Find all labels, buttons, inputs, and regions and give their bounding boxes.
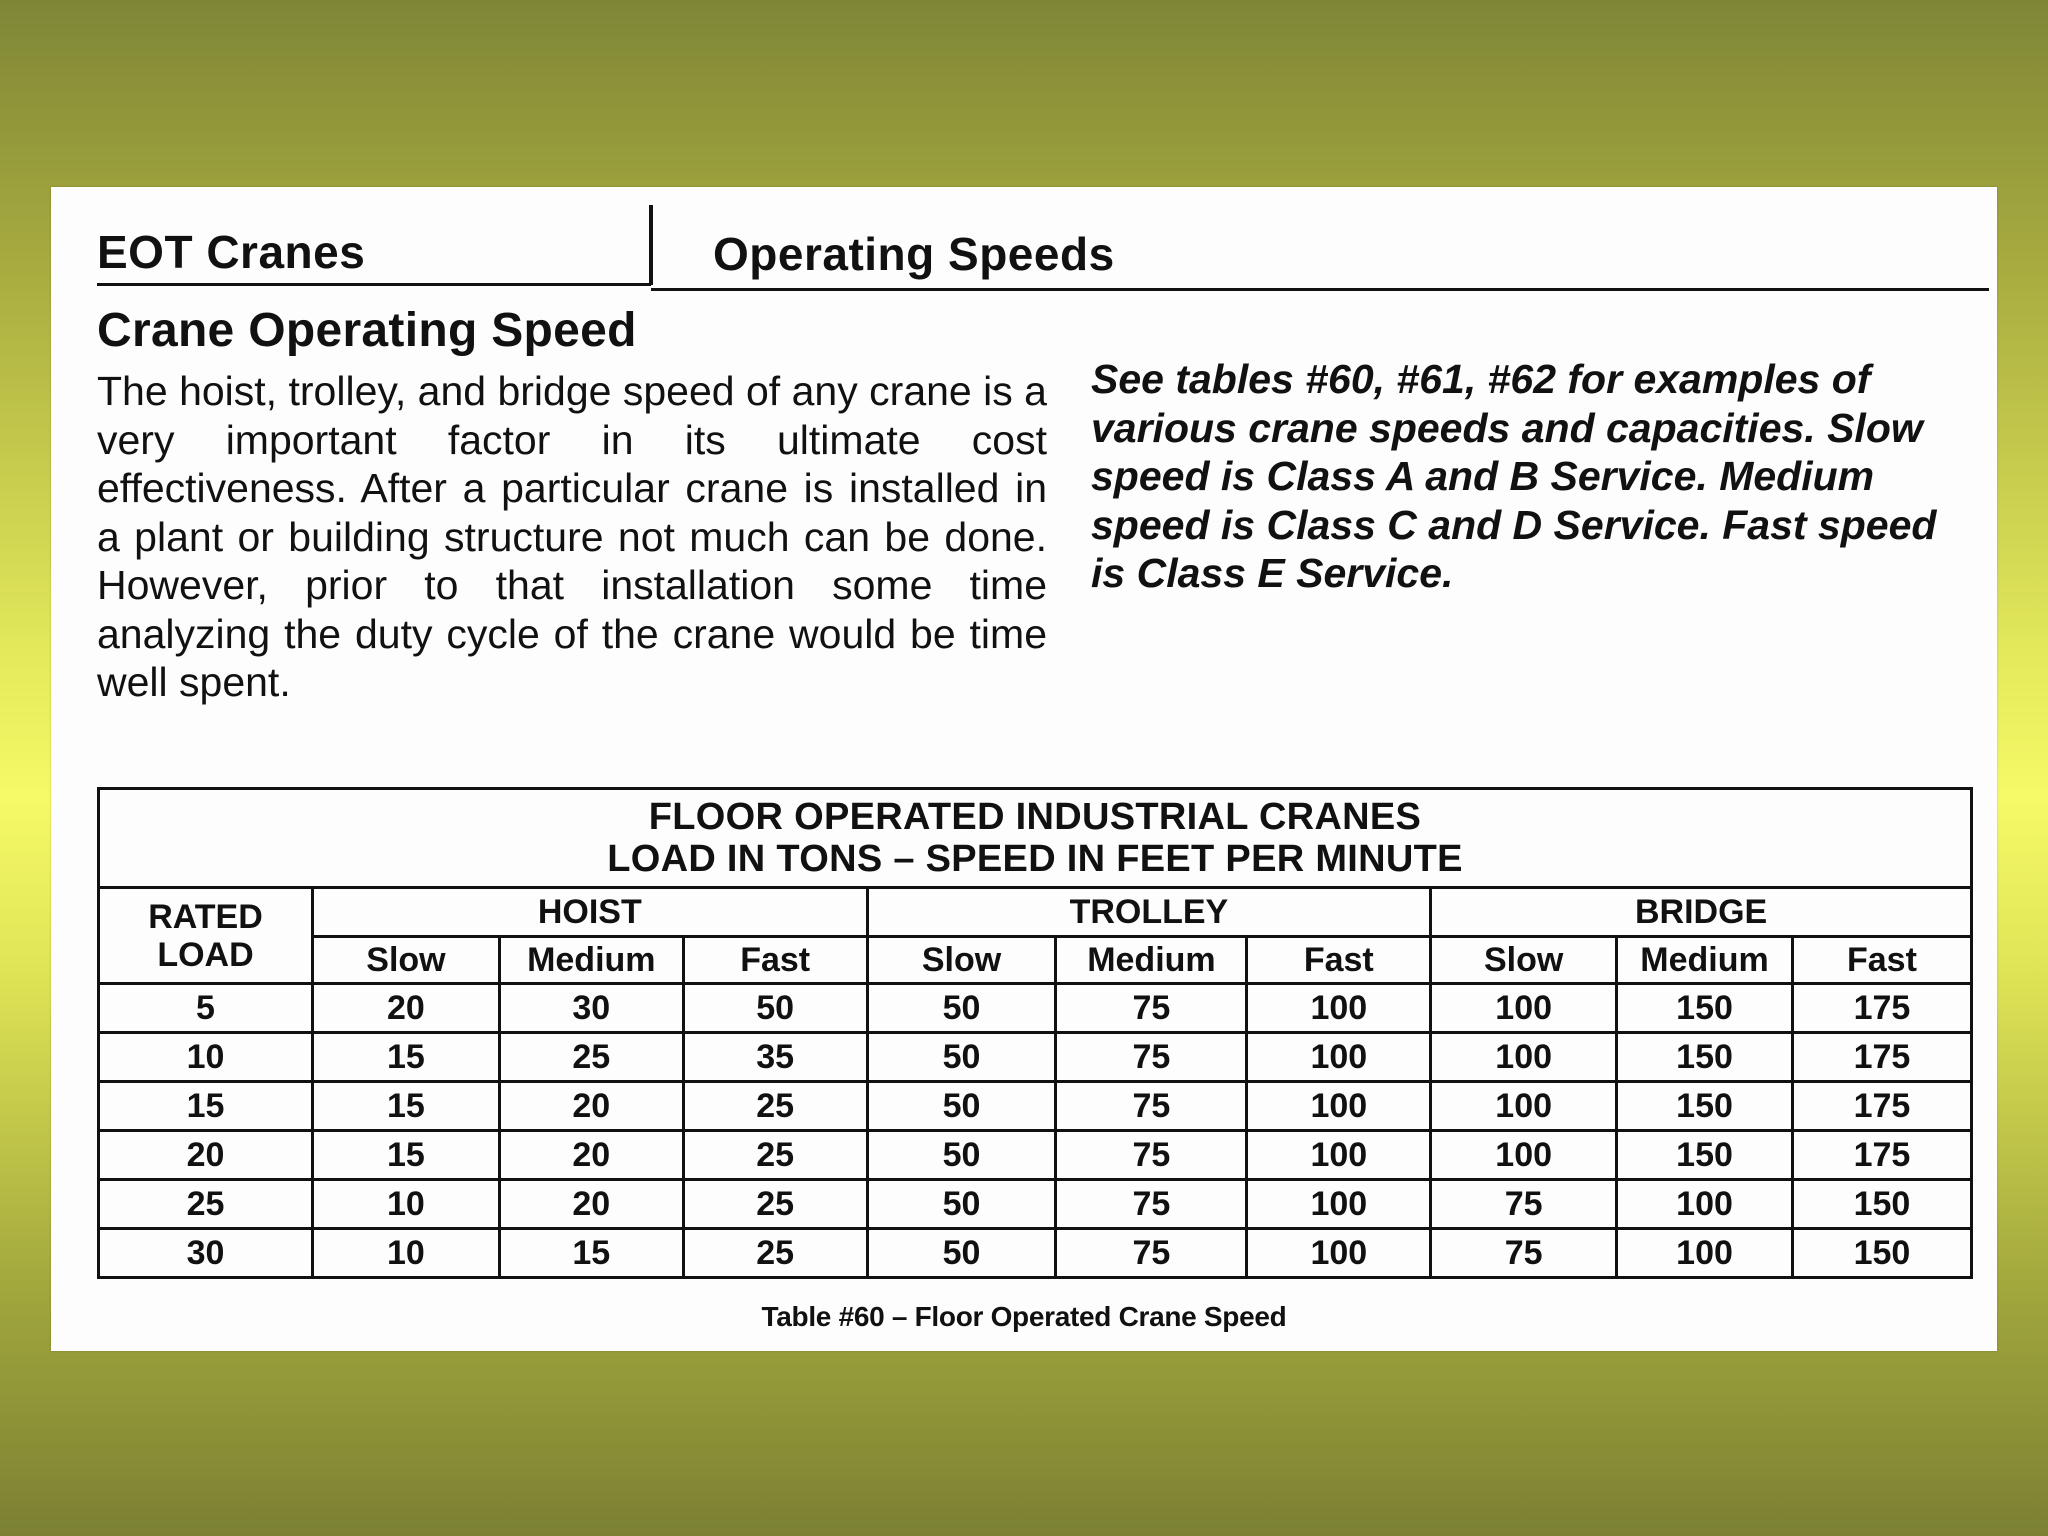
cell-trolley-medium: 75 (1056, 1033, 1247, 1082)
cell-trolley-fast: 100 (1247, 1180, 1431, 1229)
cell-hoist-medium: 20 (499, 1082, 683, 1131)
cell-bridge-slow: 100 (1431, 1033, 1617, 1082)
table-row (99, 1229, 1972, 1278)
subheader-bridge-slow: Slow (1431, 937, 1617, 984)
cell-hoist-medium: 25 (499, 1033, 683, 1082)
table-caption: Table #60 – Floor Operated Crane Speed (761, 1301, 1287, 1332)
table-title-line-1: FLOOR OPERATED INDUSTRIAL CRANES (648, 796, 1422, 838)
cell-hoist-slow: 10 (313, 1229, 500, 1278)
cell-bridge-medium: 150 (1617, 1033, 1793, 1082)
cell-bridge-fast: 150 (1792, 1180, 1971, 1229)
subheader-hoist-slow: Slow (313, 937, 500, 984)
cell-trolley-medium: 75 (1056, 1180, 1247, 1229)
section-title: Crane Operating Speed (97, 304, 637, 357)
header-left-title: EOT Cranes (97, 226, 366, 278)
cell-rated-load: 20 (99, 1131, 313, 1180)
cell-trolley-slow: 50 (867, 1082, 1056, 1131)
table-title-line-2: LOAD IN TONS – SPEED IN FEET PER MINUTE (607, 838, 1463, 880)
group-header-hoist: HOIST (313, 888, 868, 937)
cell-trolley-fast: 100 (1247, 1229, 1431, 1278)
cell-hoist-medium: 15 (499, 1229, 683, 1278)
header-right-title: Operating Speeds (713, 228, 1115, 280)
table-title (99, 789, 1972, 888)
header-underline-left (97, 283, 651, 286)
subheader-trolley-slow: Slow (867, 937, 1056, 984)
paragraph-left: The hoist, trolley, and bridge speed of any crane is a very important factor in its ultimate cost effectiveness. After a particular crane is installed in a plant or building structure not much can be done. However, prior to that installation some time analyzing the duty cycle of the crane would be time well spent. (97, 368, 1047, 705)
cell-rated-load: 30 (99, 1229, 313, 1278)
cell-hoist-fast: 25 (683, 1131, 867, 1180)
rated-load-header-line-2: LOAD (157, 935, 254, 974)
cell-trolley-fast: 100 (1247, 1082, 1431, 1131)
cell-hoist-medium: 30 (499, 984, 683, 1033)
cell-trolley-slow: 50 (867, 1180, 1056, 1229)
cell-rated-load: 5 (99, 984, 313, 1033)
cell-trolley-medium: 75 (1056, 984, 1247, 1033)
cell-bridge-medium: 100 (1617, 1229, 1793, 1278)
cell-rated-load: 10 (99, 1033, 313, 1082)
cell-trolley-slow: 50 (867, 1131, 1056, 1180)
subheader-bridge-medium: Medium (1617, 937, 1793, 984)
cell-trolley-slow: 50 (867, 1033, 1056, 1082)
cell-hoist-slow: 20 (313, 984, 500, 1033)
header-underline-right (651, 288, 1989, 291)
document-page (51, 187, 1997, 1351)
cell-bridge-fast: 150 (1792, 1229, 1971, 1278)
cell-hoist-slow: 15 (313, 1131, 500, 1180)
cell-bridge-slow: 75 (1431, 1229, 1617, 1278)
cell-hoist-fast: 25 (683, 1082, 867, 1131)
cell-trolley-slow: 50 (867, 1229, 1056, 1278)
cell-bridge-slow: 100 (1431, 1131, 1617, 1180)
subheader-trolley-medium: Medium (1056, 937, 1247, 984)
cell-hoist-slow: 15 (313, 1082, 500, 1131)
cell-hoist-slow: 10 (313, 1180, 500, 1229)
cell-trolley-fast: 100 (1247, 984, 1431, 1033)
cell-bridge-slow: 75 (1431, 1180, 1617, 1229)
table-row (99, 1180, 1972, 1229)
cell-hoist-fast: 25 (683, 1229, 867, 1278)
cell-bridge-medium: 150 (1617, 1131, 1793, 1180)
table-row (99, 1131, 1972, 1180)
cell-hoist-fast: 35 (683, 1033, 867, 1082)
cell-hoist-fast: 50 (683, 984, 867, 1033)
cell-rated-load: 15 (99, 1082, 313, 1131)
table-row (99, 1033, 1972, 1082)
cell-trolley-medium: 75 (1056, 1082, 1247, 1131)
cell-hoist-slow: 15 (313, 1033, 500, 1082)
cell-bridge-fast: 175 (1792, 1033, 1971, 1082)
group-header-trolley: TROLLEY (867, 888, 1431, 937)
cell-hoist-medium: 20 (499, 1180, 683, 1229)
rated-load-header-line-1: RATED (148, 897, 263, 936)
subheader-bridge-fast: Fast (1792, 937, 1971, 984)
cell-trolley-medium: 75 (1056, 1131, 1247, 1180)
cell-bridge-slow: 100 (1431, 984, 1617, 1033)
cell-trolley-medium: 75 (1056, 1229, 1247, 1278)
cell-bridge-fast: 175 (1792, 984, 1971, 1033)
speed-table-container (97, 787, 1973, 1279)
cell-trolley-slow: 50 (867, 984, 1056, 1033)
cell-bridge-medium: 150 (1617, 1082, 1793, 1131)
table-row (99, 984, 1972, 1033)
cell-trolley-fast: 100 (1247, 1131, 1431, 1180)
cell-bridge-medium: 150 (1617, 984, 1793, 1033)
cell-rated-load: 25 (99, 1180, 313, 1229)
crane-speed-table (97, 787, 1973, 1279)
cell-bridge-fast: 175 (1792, 1082, 1971, 1131)
cell-bridge-slow: 100 (1431, 1082, 1617, 1131)
rated-load-header (99, 888, 313, 984)
subheader-hoist-medium: Medium (499, 937, 683, 984)
cell-trolley-fast: 100 (1247, 1033, 1431, 1082)
paragraph-right: See tables #60, #61, #62 for examples of various crane speeds and capacities. Slow speed is Class A and B Service. Medium speed is Class C and D Service. Fast speed is Class E Service. (1091, 356, 1937, 596)
cell-hoist-fast: 25 (683, 1180, 867, 1229)
subheader-trolley-fast: Fast (1247, 937, 1431, 984)
group-header-bridge: BRIDGE (1431, 888, 1972, 937)
cell-hoist-medium: 20 (499, 1131, 683, 1180)
subheader-hoist-fast: Fast (683, 937, 867, 984)
cell-bridge-fast: 175 (1792, 1131, 1971, 1180)
cell-bridge-medium: 100 (1617, 1180, 1793, 1229)
header-divider (649, 205, 653, 285)
table-row (99, 1082, 1972, 1131)
